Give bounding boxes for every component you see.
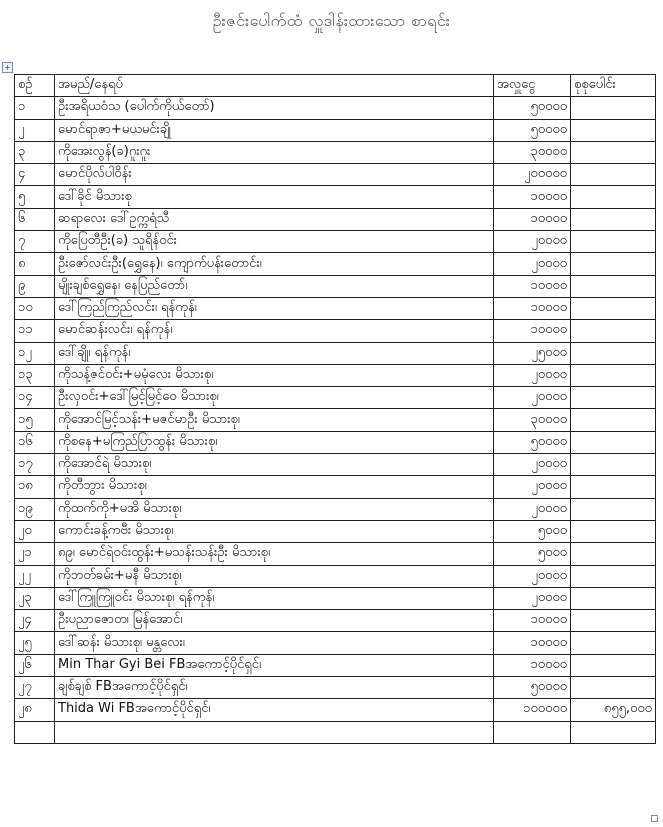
table-row: [15, 632, 656, 654]
cell-total: [571, 275, 656, 297]
header-amount: အလှူငွေ: [494, 75, 571, 97]
cell-no: ၂၀: [15, 520, 55, 542]
cell-amount: ၂၀၀၀၀: [494, 454, 571, 476]
header-no: စဉ်: [15, 75, 55, 97]
cell-total: [571, 342, 656, 364]
table-row: [15, 141, 656, 163]
cell-amount: ၅၀၀၀၀: [494, 431, 571, 453]
cell-total: [571, 186, 656, 208]
table-resize-handle[interactable]: [651, 815, 658, 822]
cell-total: ၈၅၅,၀၀၀: [571, 699, 656, 721]
cell-no: ၁၅: [15, 409, 55, 431]
cell-total: [571, 387, 656, 409]
table-row: [15, 520, 656, 542]
cell-no: ၂၇: [15, 677, 55, 699]
cell-total: [571, 632, 656, 654]
cell-total: [571, 409, 656, 431]
cell-amount: ၂၀၀၀၀: [494, 565, 571, 587]
cell-amount: ၂၀၀၀၀: [494, 231, 571, 253]
cell-name: Thida Wi FBအကောင့်ပိုင်ရှင်၊: [55, 699, 494, 721]
table-move-handle-icon[interactable]: +: [2, 62, 13, 73]
table-row: [15, 387, 656, 409]
cell-total: [571, 677, 656, 699]
cell-name: ဒေါ်ကြူကြူဝင်း မိသားစု၊ ရန်ကုန်၊: [55, 587, 494, 609]
cell-name: ဒေါ်ကြည်ကြည်လင်း၊ ရန်ကုန်၊: [55, 297, 494, 319]
cell-no: ၂၆: [15, 654, 55, 676]
cell-no: ၃: [15, 141, 55, 163]
table-row: [15, 342, 656, 364]
cell-amount: ၁၀၀၀၀: [494, 654, 571, 676]
table-row: [15, 476, 656, 498]
cell-no: ၁၀: [15, 297, 55, 319]
cell-no: ၈: [15, 253, 55, 275]
cell-no: ၁၆: [15, 431, 55, 453]
cell-no: ၁၂: [15, 342, 55, 364]
cell-amount: ၃၀၀၀၀: [494, 141, 571, 163]
cell-total: [571, 297, 656, 319]
cell-no: ၂၁: [15, 543, 55, 565]
cell-total: [571, 543, 656, 565]
cell-name: ကိုအေးလွန်(ခ)ဂူးဂူး: [55, 141, 494, 163]
cell-total: [571, 721, 656, 743]
cell-total: [571, 476, 656, 498]
table-row: [15, 231, 656, 253]
cell-amount: ၂၅၀၀၀: [494, 342, 571, 364]
cell-total: [571, 364, 656, 386]
cell-name: မောင်ဆန်းလင်း၊ ရန်ကုန်၊: [55, 320, 494, 342]
table-row: [15, 721, 656, 743]
cell-name: ကိုသန့်ဇင်ဝင်း+မမုံလေး မိသားစု၊: [55, 364, 494, 386]
cell-name: ဦးလှဝင်း+ဒေါ်မြင့်မြင့်ဝေ မိသားစု၊: [55, 387, 494, 409]
table-row: [15, 275, 656, 297]
cell-name: ကိုစနေ+မကြည်ပြာထွန်း မိသားစု၊: [55, 431, 494, 453]
cell-amount: ၂၀၀၀၀: [494, 253, 571, 275]
cell-total: [571, 610, 656, 632]
cell-name: ဦးပညာဇောတ၊ မြန်အောင်၊: [55, 610, 494, 632]
cell-amount: ၁၀၀၀၀: [494, 297, 571, 319]
cell-amount: ၁၀၀၀၀: [494, 208, 571, 230]
cell-total: [571, 654, 656, 676]
cell-total: [571, 454, 656, 476]
cell-no: ၇: [15, 231, 55, 253]
table-row: [15, 454, 656, 476]
cell-amount: ၁၀၀၀၀: [494, 632, 571, 654]
table-row: [15, 610, 656, 632]
cell-no: [15, 721, 55, 743]
cell-name: ကိုထက်ကို+မအိ မိသားစု၊: [55, 498, 494, 520]
cell-no: ၆: [15, 208, 55, 230]
cell-total: [571, 164, 656, 186]
table-row: [15, 208, 656, 230]
cell-amount: ၅၀၀၀၀: [494, 677, 571, 699]
cell-amount: ၂၀၀၀၀: [494, 498, 571, 520]
cell-name: မောင်ရာဇာ+မယမင်းချို: [55, 119, 494, 141]
cell-name: ဦးဇော်လင်းဦး(ရွှေနေ)၊ ကျောက်ပန်းတောင်း၊: [55, 253, 494, 275]
cell-name: မျိုးချစ်ရွှေနေ၊ နေပြည်တော်၊: [55, 275, 494, 297]
cell-name: ၈၉၊ မောင်ရဲဝင်းထွန်း+မသန်းသန်းဦး မိသားစု၊: [55, 543, 494, 565]
cell-amount: ၁၀၀၀၀: [494, 610, 571, 632]
cell-total: [571, 119, 656, 141]
cell-no: ၂၃: [15, 587, 55, 609]
document-title: ဦးဇင်းပေါက်ထံ လှူဒါန်းထားသော စာရင်း: [212, 11, 451, 30]
cell-amount: [494, 721, 571, 743]
cell-total: [571, 253, 656, 275]
cell-name: ကိုဘတ်ခမ်း+မနီ မိသားစု၊: [55, 565, 494, 587]
donation-table: [14, 74, 656, 744]
cell-no: ၁၃: [15, 364, 55, 386]
cell-no: ၁၉: [15, 498, 55, 520]
cell-name: ဆရာလေး ဒေါ်ဥက္ကရံသီ: [55, 208, 494, 230]
cell-name: ကိုအောင်ရဲ မိသားစု၊: [55, 454, 494, 476]
cell-name: မောင်ပိုလ်ပါဝိန်း: [55, 164, 494, 186]
cell-no: ၁: [15, 97, 55, 119]
table-row: [15, 97, 656, 119]
table-row: [15, 565, 656, 587]
cell-no: ၂၄: [15, 610, 55, 632]
cell-amount: ၃၀၀၀၀: [494, 409, 571, 431]
cell-no: ၂၈: [15, 699, 55, 721]
table-row: [15, 253, 656, 275]
cell-amount: ၁၀၀၀၀၀: [494, 699, 571, 721]
cell-name: Min Thar Gyi Bei FBအကောင့်ပိုင်ရှင်၊: [55, 654, 494, 676]
cell-name: ကိုတီဘွား မိသားစု၊: [55, 476, 494, 498]
table-row: [15, 543, 656, 565]
cell-name: ဒေါ်ခိုင် မိသားစု: [55, 186, 494, 208]
cell-amount: ၅၀၀၀၀: [494, 97, 571, 119]
table-row: [15, 677, 656, 699]
cell-total: [571, 431, 656, 453]
header-total: စုစုပေါင်း: [571, 75, 656, 97]
table-row: [15, 498, 656, 520]
cell-total: [571, 565, 656, 587]
cell-amount: ၂၀၀၀၀: [494, 587, 571, 609]
cell-no: ၁၈: [15, 476, 55, 498]
cell-name: [55, 721, 494, 743]
header-name: အမည်/နေရပ်: [55, 75, 494, 97]
cell-name: ကိုပြေတီဦး(ခ) သူရိန်ဝင်း: [55, 231, 494, 253]
table-header-row: [15, 75, 656, 97]
cell-amount: ၁၀၀၀၀: [494, 186, 571, 208]
table-row: [15, 654, 656, 676]
cell-amount: ၂၀၀၀၀: [494, 476, 571, 498]
cell-total: [571, 97, 656, 119]
cell-name: ဒေါ်ချို၊ ရန်ကုန်၊: [55, 342, 494, 364]
cell-name: ဒေါ်ဆန်း မိသားစု၊ မန္တလေး၊: [55, 632, 494, 654]
table-row: [15, 186, 656, 208]
cell-total: [571, 587, 656, 609]
cell-total: [571, 320, 656, 342]
cell-no: ၉: [15, 275, 55, 297]
table-row: [15, 119, 656, 141]
cell-total: [571, 498, 656, 520]
table-row: [15, 320, 656, 342]
cell-amount: ၅၀၀၀၀: [494, 119, 571, 141]
table-row: [15, 699, 656, 721]
cell-total: [571, 520, 656, 542]
cell-no: ၄: [15, 164, 55, 186]
cell-amount: ၁၀၀၀၀: [494, 320, 571, 342]
cell-no: ၁၄: [15, 387, 55, 409]
cell-no: ၂၅: [15, 632, 55, 654]
table-row: [15, 297, 656, 319]
cell-total: [571, 208, 656, 230]
cell-no: ၅: [15, 186, 55, 208]
cell-name: ကိုအောင်မြင့်သန်း+မဇင်မာဦး မိသားစု၊: [55, 409, 494, 431]
cell-amount: ၅၀၀၀: [494, 543, 571, 565]
cell-name: ချစ်ချစ် FBအကောင့်ပိုင်ရှင်၊: [55, 677, 494, 699]
cell-name: ကောင်းခန့်ကဗီး မိသားစု၊: [55, 520, 494, 542]
table-row: [15, 409, 656, 431]
cell-total: [571, 231, 656, 253]
cell-no: ၁၇: [15, 454, 55, 476]
table-row: [15, 431, 656, 453]
cell-no: ၂: [15, 119, 55, 141]
cell-no: ၁၁: [15, 320, 55, 342]
cell-amount: ၁၀၀၀၀: [494, 275, 571, 297]
cell-name: ဦးအရိယဝံသ (ပေါက်ကိုယ်တော်): [55, 97, 494, 119]
table-row: [15, 587, 656, 609]
cell-total: [571, 141, 656, 163]
cell-amount: ၅၀၀၀: [494, 520, 571, 542]
cell-amount: ၂၀၀၀၀: [494, 387, 571, 409]
table-row: [15, 164, 656, 186]
cell-no: ၂၂: [15, 565, 55, 587]
table-row: [15, 364, 656, 386]
cell-amount: ၂၀၀၀၀၀: [494, 164, 571, 186]
cell-amount: ၂၀၀၀၀: [494, 364, 571, 386]
